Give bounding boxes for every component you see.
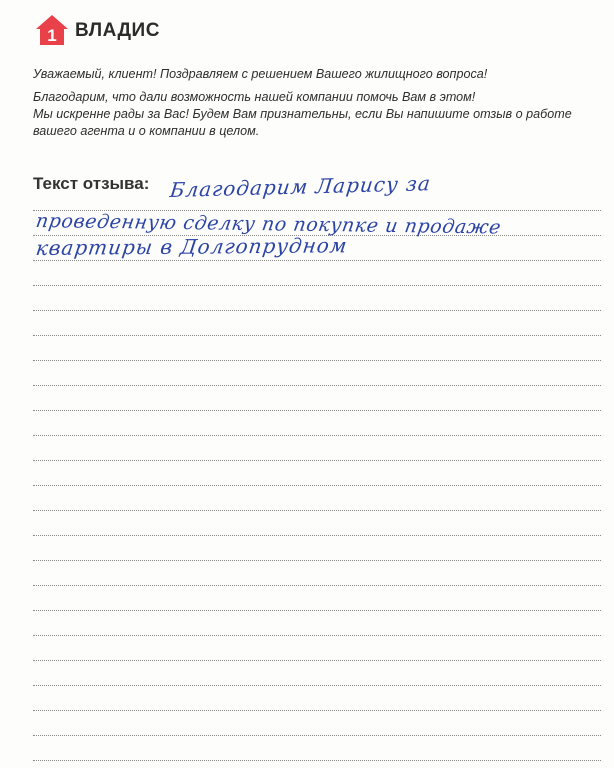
writing-line [33,360,601,361]
writing-line [33,485,601,486]
writing-line [33,610,601,611]
intro-line-3: Мы искренне рады за Вас! Будем Вам признательны, если Вы напишите отзыв о работе вашего агента и о компании в целом. [33,107,572,138]
writing-line [33,310,601,311]
review-label: Текст отзыва: [33,174,150,193]
handwritten-line-3: квартиры в Долгопрудном [34,233,350,261]
writing-line [33,635,601,636]
house-key-icon [35,14,69,46]
brand-logo [35,14,160,46]
logo-digit: 1 [47,26,57,45]
intro-line-1: Уважаемый, клиент! Поздравляем с решением Вашего жилищного вопроса! [33,67,488,81]
handwritten-line-1: Благодарим Ларису за [168,171,433,203]
writing-line [33,585,601,586]
writing-line [33,410,601,411]
writing-line [33,460,601,461]
writing-line [33,710,601,711]
intro-text [33,66,593,146]
writing-line [33,735,601,736]
writing-line [33,260,601,261]
writing-line [33,385,601,386]
writing-line [33,535,601,536]
writing-line [33,285,601,286]
writing-line [33,335,601,336]
writing-line [33,760,601,761]
writing-line [33,560,601,561]
writing-line [33,660,601,661]
writing-line [33,435,601,436]
brand-name: ВЛАДИС [75,20,160,41]
writing-line [33,510,601,511]
writing-line [33,685,601,686]
intro-line-2: Благодарим, что дали возможность нашей компании помочь Вам в этом! [33,90,476,104]
handwritten-line-2: проведенную сделку по покупке и продаже [34,210,503,239]
